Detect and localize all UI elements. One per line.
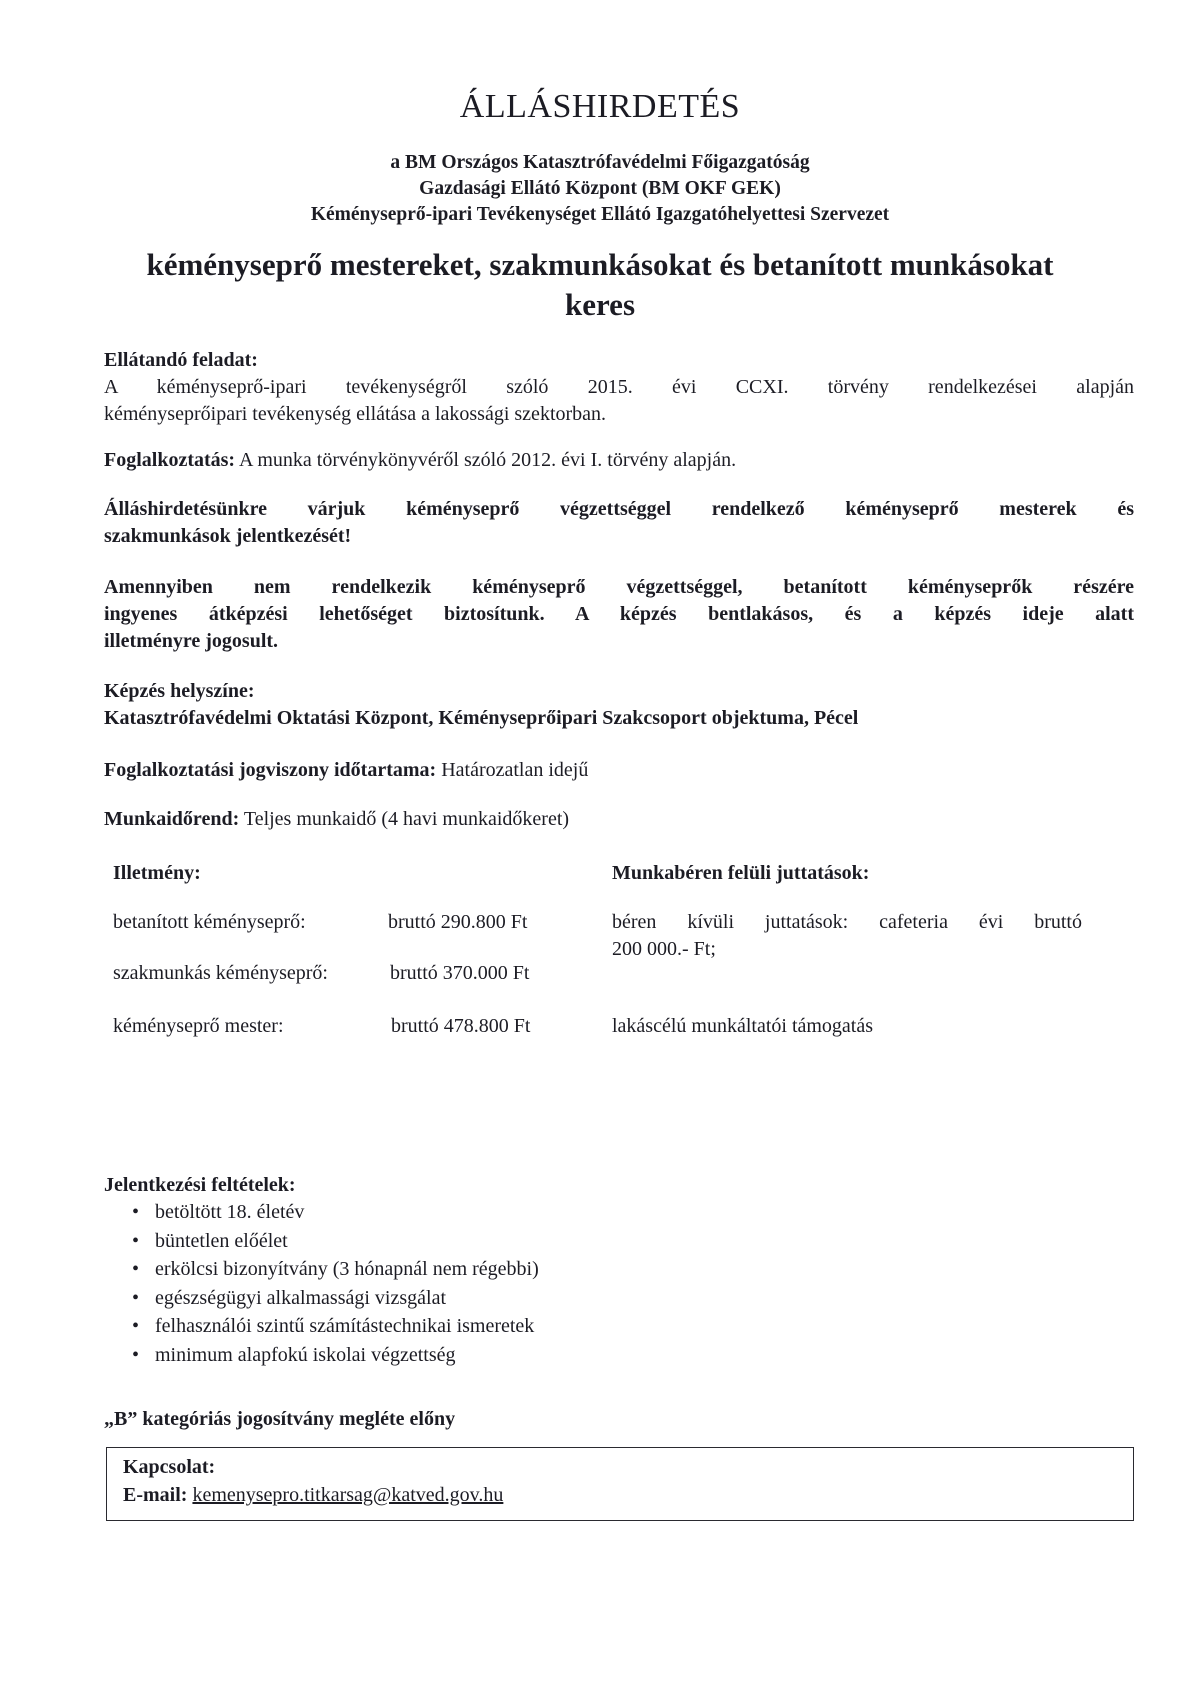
bullet-icon: • — [132, 1343, 140, 1366]
bullet-icon: • — [132, 1286, 140, 1309]
invitation-line-1: Álláshirdetésünkre várjuk kéményseprő végzettséggel rendelkező kéményseprő mesterek és — [104, 498, 1134, 520]
duration-label: Foglalkoztatási jogviszony időtartama: — [104, 759, 437, 781]
training-offer-section — [104, 574, 1134, 655]
invitation-line-2: szakmunkások jelentkezését! — [104, 525, 352, 547]
organization-line-3: Kéményseprő-ipari Tevékenységet Ellátó Igazgatóhelyettesi Szervezet — [310, 204, 890, 225]
duration-value: Határozatlan idejű — [436, 759, 589, 781]
benefit-item-1 — [612, 909, 1082, 963]
requirement-item: • betöltött 18. életév — [104, 1198, 539, 1227]
bullet-icon: • — [132, 1201, 140, 1223]
headline — [0, 245, 1200, 325]
employment-section — [104, 447, 1134, 474]
page-title: ÁLLÁSHIRDETÉS — [459, 88, 741, 125]
requirement-item: • büntetlen előélet — [104, 1227, 539, 1256]
training-location-label: Képzés helyszíne: — [104, 680, 255, 702]
training-offer-line-3: illetményre jogosult. — [104, 630, 279, 652]
task-line-2: kéményseprőipari tevékenység ellátása a lakossági szektorban. — [104, 403, 607, 425]
email-link[interactable]: kemenysepro.titkarsag@katved.gov.hu — [192, 1484, 504, 1506]
contact-box — [106, 1447, 1134, 1521]
training-offer-line-1: Amennyiben nem rendelkezik kéményseprő végzettséggel, betanított kéményseprők részére — [104, 576, 1134, 598]
training-offer-line-2: ingyenes átképzési lehetőséget biztosítunk. A képzés bentlakásos, és a képzés ideje alatt — [104, 603, 1134, 625]
benefit-item-1-line-1: béren kívüli juttatások: cafeteria évi bruttó — [612, 911, 1082, 933]
headline-line-1: kéményseprő mestereket, szakmunkásokat és betanított munkásokat — [146, 247, 1054, 282]
benefit-item-2: lakáscélú munkáltatói támogatás — [612, 1015, 874, 1037]
task-section — [104, 347, 1134, 428]
salary-amount-3: bruttó 478.800 Ft — [391, 1015, 531, 1037]
requirements-list — [104, 1198, 539, 1369]
benefits-heading: Munkabéren felüli juttatások: — [612, 862, 870, 884]
task-label: Ellátandó feladat: — [104, 349, 258, 371]
salary-amount-1: bruttó 290.800 Ft — [388, 911, 528, 933]
salary-heading: Illetmény: — [113, 862, 201, 884]
headline-line-2: keres — [564, 287, 636, 322]
bullet-icon: • — [132, 1229, 140, 1252]
requirement-item: • egészségügyi alkalmassági vizsgálat — [104, 1284, 539, 1313]
salary-position-3: kéményseprő mester: — [113, 1015, 284, 1037]
bullet-icon: • — [132, 1258, 140, 1280]
contact-email-row — [123, 1481, 503, 1509]
benefit-item-1-line-2: 200 000.- Ft; — [612, 938, 716, 960]
requirement-item: • erkölcsi bizonyítvány (3 hónapnál nem régebbi) — [104, 1255, 539, 1284]
bullet-icon: • — [132, 1315, 140, 1337]
employment-label: Foglalkoztatás: — [104, 449, 236, 471]
task-line-1: A kéményseprő-ipari tevékenységről szóló 2015. évi CCXI. törvény rendelkezései alapján — [104, 376, 1134, 398]
requirement-item: • minimum alapfokú iskolai végzettség — [104, 1341, 539, 1370]
salary-amount-2: bruttó 370.000 Ft — [390, 962, 530, 984]
contact-content — [123, 1453, 503, 1509]
organization-block — [0, 150, 1200, 228]
schedule-value: Teljes munkaidő (4 havi munkaidőkeret) — [239, 808, 570, 830]
salary-position-1: betanított kéményseprő: — [113, 911, 306, 933]
duration-section — [104, 757, 1134, 784]
requirement-item: • felhasználói szintű számítástechnikai ismeretek — [104, 1312, 539, 1341]
schedule-section — [104, 806, 1134, 833]
training-location-value: Katasztrófavédelmi Oktatási Központ, Kéményseprőipari Szakcsoport objektuma, Pécel — [104, 707, 859, 729]
advantage-note: „B” kategóriás jogosítvány megléte előny — [104, 1408, 456, 1430]
requirements-heading: Jelentkezési feltételek: — [104, 1174, 296, 1196]
schedule-label: Munkaidőrend: — [104, 808, 240, 830]
contact-heading: Kapcsolat: — [123, 1456, 216, 1478]
training-location-section — [104, 678, 1134, 732]
organization-line-1: a BM Országos Katasztrófavédelmi Főigazgatóság — [390, 152, 810, 173]
invitation-section — [104, 496, 1134, 550]
employment-text: A munka törvénykönyvéről szóló 2012. évi I. törvény alapján. — [235, 449, 737, 471]
salary-position-2: szakmunkás kéményseprő: — [113, 962, 328, 984]
email-label: E-mail: — [123, 1484, 188, 1506]
organization-line-2: Gazdasági Ellátó Központ (BM OKF GEK) — [419, 178, 781, 199]
